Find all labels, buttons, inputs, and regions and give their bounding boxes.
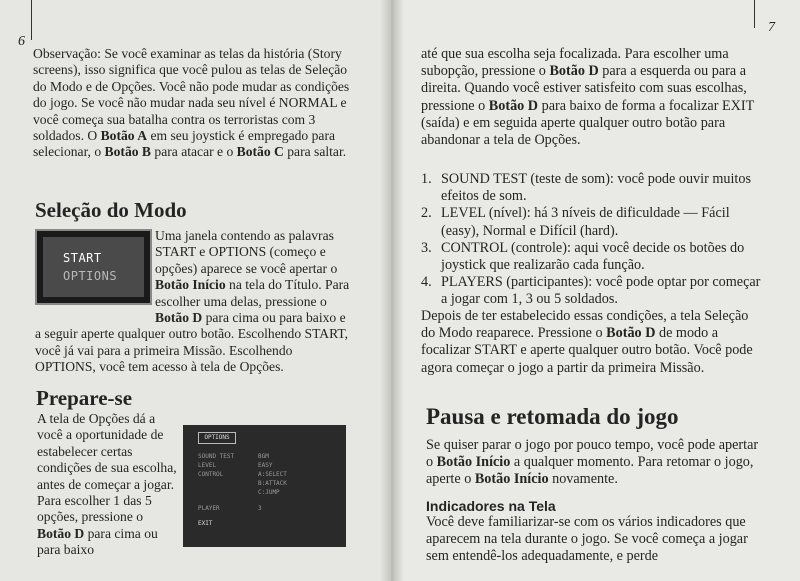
mode-paragraph: Uma janela contendo as palavras START e OPTIONS (começo e opções) aparece se você apertar o Botão Início na tela do Título. Para escolher uma delas, pressione o Botão D para cima ou para baixo e a seguir aperte qualquer outro botão. Escolhendo START, você já vai para a primeira Missão. Escolhendo OPTIONS, você tem acesso à tela de Opções. — [35, 228, 350, 375]
options-screen-image — [183, 425, 346, 547]
page-number: 7 — [768, 20, 775, 35]
mode-heading: Seleção do Modo — [35, 198, 187, 222]
list-item: 1. SOUND TEST (teste de som): você pode ouvir muitos efeitos de som. — [421, 171, 751, 205]
corner-line — [754, 0, 755, 28]
list-item: 4. PLAYERS (participantes): você pode optar por começar a jogar com 1, 3 ou 5 soldados. — [421, 274, 761, 308]
prep-paragraph: A tela de Opções dá a você a oportunidade de estabelecer certas condições de sua escolha, antes de começar a jogar. Para escolher 1 das 5 opções, pressione o Botão D para cima ou para baixo — [37, 411, 177, 558]
opt-label: CONTROL — [198, 471, 224, 478]
opt-value: A:SELECT — [258, 471, 287, 478]
right-page — [392, 0, 800, 581]
pause-paragraph: Se quiser parar o jogo por pouco tempo, você pode apertar o Botão Início a qualquer momento. Para retomar o jogo, aperte o Botão Início novamente. — [426, 437, 759, 488]
opt-value: B:ATTACK — [258, 480, 287, 487]
opt-label: PLAYER — [198, 505, 220, 512]
pause-heading: Pausa e retomada do jogo — [426, 404, 679, 429]
continued-paragraph: até que sua escolha seja focalizada. Para escolher uma subopção, pressione o Botão D para a esquerda ou para a direita. Quando você estiver satisfeito com suas escolhas, pressione o Botão D para baixo de forma a focalizar EXIT (saída) e em seguida aperte qualquer outro botão para abandonar a tela de Opções. — [421, 46, 755, 149]
opt-label: LEVEL — [198, 462, 217, 469]
page-number: 6 — [18, 34, 25, 49]
opt-value: BGM — [258, 453, 269, 460]
after-paragraph: Depois de ter estabelecido essas condições, a tela Seleção do Modo reaparece. Pressione o Botão D de modo a focalizar START e aperte qualquer outro botão. Você pode agora começar o jogo a partir da primeira Missão. — [421, 308, 753, 376]
indicators-heading: Indicadores na Tela — [426, 498, 556, 514]
prep-heading: Prepare-se — [36, 386, 133, 410]
indicators-paragraph: Você deve familiarizar-se com os vários indicadores que aparecem na tela durante o jogo. Se você começa a jogar sem entendê-los adequadamente, e perde — [426, 514, 748, 565]
options-tab: OPTIONS — [198, 432, 236, 444]
opt-label: SOUND TEST — [198, 453, 235, 460]
opt-value: 3 — [258, 505, 262, 512]
left-page — [0, 0, 392, 581]
list-item: 2. LEVEL (nível): há 3 níveis de dificuldade — Fácil (easy), Normal e Difícil (hard). — [421, 205, 730, 239]
opt-value: C:JUMP — [258, 489, 280, 496]
intro-paragraph: Observação: Se você examinar as telas da história (Story screens), isso significa que você pulou as telas de Seleção do Modo e de Opções. Você não pode mudar as condições do jogo. Se você não mudar nada seu nível é NORMAL e você começa sua batalha contra os terroristas com 3 soldados. O Botão A em seu joystick é empregado para selecionar, o Botão B para atacar e o Botão C para saltar. — [33, 46, 350, 160]
opt-label: EXIT — [198, 520, 213, 527]
options-label: OPTIONS — [63, 269, 118, 283]
options-list — [421, 171, 761, 309]
opt-value: EASY — [258, 462, 273, 469]
corner-line — [31, 0, 32, 40]
book-gutter — [380, 0, 404, 581]
start-label: START — [63, 251, 102, 265]
list-item: 3. CONTROL (controle): aqui você decide os botões do joystick que realizarão cada função. — [421, 239, 745, 274]
